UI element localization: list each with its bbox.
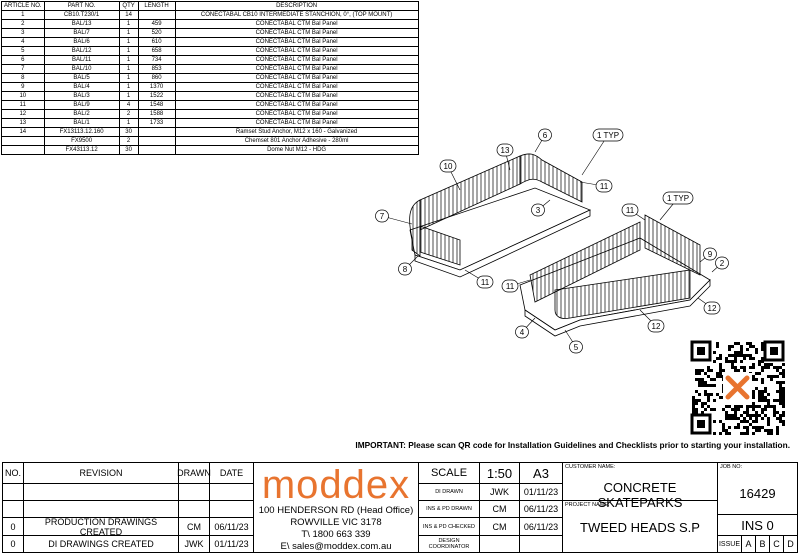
parts-table-row xyxy=(2,38,419,47)
parts-length-cell: 1588 xyxy=(138,110,175,119)
callout-label: 11 xyxy=(480,278,490,287)
parts-article-no-cell: 5 xyxy=(2,47,45,56)
parts-part-no-cell: CB10.T230/1 xyxy=(44,11,119,20)
parts-length-cell xyxy=(138,11,175,20)
parts-table-row xyxy=(2,119,419,128)
callout-label: 12 xyxy=(707,304,717,313)
col-description: DESCRIPTION xyxy=(175,2,418,11)
parts-qty-cell: 1 xyxy=(119,92,138,101)
callout-label: 13 xyxy=(500,146,510,155)
parts-table-row xyxy=(2,74,419,83)
parts-description-cell: CONECTABAL CTM Bal Panel xyxy=(175,101,418,110)
left-balustrade-assembly xyxy=(410,154,590,277)
parts-table-row xyxy=(2,20,419,29)
moddex-logo: moddex xyxy=(261,463,411,507)
parts-table-row xyxy=(2,110,419,119)
parts-table-header xyxy=(2,2,419,11)
qr-code[interactable] xyxy=(690,340,785,435)
project-label: PROJECT NAME: xyxy=(565,502,610,508)
parts-article-no-cell: 8 xyxy=(2,74,45,83)
callout-label: 8 xyxy=(402,265,408,274)
parts-length-cell: 734 xyxy=(138,56,175,65)
company-block xyxy=(253,462,419,553)
parts-length-cell: 610 xyxy=(138,38,175,47)
parts-table-row xyxy=(2,11,419,20)
rev-blank xyxy=(23,483,179,501)
parts-part-no-cell: BAL/9 xyxy=(44,101,119,110)
parts-qty-cell: 1 xyxy=(119,65,138,74)
parts-qty-cell: 30 xyxy=(119,146,138,155)
issue-a: A xyxy=(741,535,756,553)
parts-table-row xyxy=(2,47,419,56)
parts-part-no-cell: BAL/1 xyxy=(44,119,119,128)
rev-col-drawn: DRAWN xyxy=(178,462,210,484)
parts-part-no-cell: BAL/4 xyxy=(44,83,119,92)
design-coordinator-date xyxy=(519,535,563,553)
parts-table-row xyxy=(2,101,419,110)
customer-label: CUSTOMER NAME: xyxy=(565,464,616,470)
parts-qty-cell: 1 xyxy=(119,83,138,92)
issue-b: B xyxy=(755,535,770,553)
parts-article-no-cell: 9 xyxy=(2,83,45,92)
parts-description-cell: CONECTABAL CTM Bal Panel xyxy=(175,92,418,101)
parts-description-cell: CONECTABAL CTM Bal Panel xyxy=(175,74,418,83)
scale-value: 1:50 xyxy=(479,462,520,484)
parts-length-cell: 658 xyxy=(138,47,175,56)
job-label: JOB NO: xyxy=(720,464,743,470)
callout-label: 6 xyxy=(542,131,548,140)
parts-qty-cell: 2 xyxy=(119,137,138,146)
col-qty: QTY xyxy=(119,2,138,11)
parts-part-no-cell: FX9500 xyxy=(44,137,119,146)
ins-pd-drawn-by: CM xyxy=(479,500,520,518)
company-address-1: 100 HENDERSON RD (Head Office) xyxy=(258,505,414,516)
parts-table-row xyxy=(2,128,419,137)
parts-description-cell: CONECTABAL CTM Bal Panel xyxy=(175,119,418,128)
parts-length-cell: 853 xyxy=(138,65,175,74)
parts-description-cell: Chemset 801 Anchor Adhesive - 280ml xyxy=(175,137,418,146)
rev-row-1-date: 06/11/23 xyxy=(209,517,254,536)
callout-label: 12 xyxy=(651,322,661,331)
callout-label: 7 xyxy=(379,212,385,221)
parts-length-cell: 1370 xyxy=(138,83,175,92)
issue-label: ISSUE xyxy=(717,535,742,553)
parts-article-no-cell: 4 xyxy=(2,38,45,47)
parts-length-cell xyxy=(138,128,175,137)
ins-pd-drawn-date: 06/11/23 xyxy=(519,500,563,518)
parts-qty-cell: 1 xyxy=(119,29,138,38)
important-note: IMPORTANT: Please scan QR code for Installation Guidelines and Checklists prior to starting your installation. xyxy=(355,440,790,450)
company-address-2: ROWVILLE VIC 3178 xyxy=(290,517,382,528)
parts-article-no-cell xyxy=(2,137,45,146)
company-phone: T\ 1800 663 339 xyxy=(301,529,371,540)
parts-table-row xyxy=(2,146,419,155)
parts-table-row xyxy=(2,65,419,74)
rev-col-date: DATE xyxy=(209,462,254,484)
job-number: 16429 xyxy=(739,486,776,501)
callout-label: 5 xyxy=(573,343,579,352)
parts-qty-cell: 14 xyxy=(119,11,138,20)
parts-part-no-cell: BAL/6 xyxy=(44,38,119,47)
parts-description-cell: CONECTABAL CTM Bal Panel xyxy=(175,83,418,92)
parts-qty-cell: 30 xyxy=(119,128,138,137)
parts-length-cell: 860 xyxy=(138,74,175,83)
parts-part-no-cell: FX13113.12.160 xyxy=(44,128,119,137)
parts-length-cell: 459 xyxy=(138,20,175,29)
ins-pd-checked-by: CM xyxy=(479,517,520,536)
ins-pd-drawn-label: INS & PD DRAWN xyxy=(418,500,480,518)
parts-qty-cell: 1 xyxy=(119,47,138,56)
parts-table-row xyxy=(2,83,419,92)
parts-article-no-cell: 3 xyxy=(2,29,45,38)
callout-label: 3 xyxy=(535,206,541,215)
parts-length-cell: 1733 xyxy=(138,119,175,128)
parts-qty-cell: 4 xyxy=(119,101,138,110)
parts-part-no-cell: FX43113.12 xyxy=(44,146,119,155)
parts-part-no-cell: BAL/11 xyxy=(44,56,119,65)
parts-article-no-cell: 13 xyxy=(2,119,45,128)
parts-description-cell: CONECTABAL CTM Bal Panel xyxy=(175,29,418,38)
rev-row-1-revision: PRODUCTION DRAWINGS CREATED xyxy=(23,517,179,536)
callout-label: 11 xyxy=(625,206,635,215)
parts-length-cell xyxy=(138,137,175,146)
rev-row-2-no: 0 xyxy=(2,535,24,553)
parts-description-cell: Ramset Stud Anchor, M12 x 160 - Galvanized xyxy=(175,128,418,137)
parts-table-row xyxy=(2,56,419,65)
sheet-size: A3 xyxy=(519,462,563,484)
parts-article-no-cell: 2 xyxy=(2,20,45,29)
callout-label: 4 xyxy=(519,328,525,337)
parts-description-cell: CONECTABAL CTM Bal Panel xyxy=(175,47,418,56)
parts-description-cell: CONECTABAL CTM Bal Panel xyxy=(175,38,418,47)
rev-blank xyxy=(2,483,24,501)
parts-part-no-cell: BAL/10 xyxy=(44,65,119,74)
issue-d: D xyxy=(783,535,798,553)
parts-length-cell: 1522 xyxy=(138,92,175,101)
callout-label: 11 xyxy=(599,182,609,191)
balustrade-isometric-drawing xyxy=(360,120,740,365)
callout-label: 11 xyxy=(505,282,515,291)
parts-description-cell: CONECTABAL CTM Bal Panel xyxy=(175,110,418,119)
parts-qty-cell: 1 xyxy=(119,119,138,128)
rev-col-no: NO. xyxy=(2,462,24,484)
parts-description-cell: Dome Nut M12 - HDG xyxy=(175,146,418,155)
col-article-no: ARTICLE NO. xyxy=(2,2,45,11)
parts-article-no-cell: 12 xyxy=(2,110,45,119)
di-drawn-by: JWK xyxy=(479,483,520,501)
parts-description-cell: CONECTABAL CB10 INTERMEDIATE STANCHION, 0°, (TOP MOUNT) xyxy=(175,11,418,20)
parts-part-no-cell: BAL/3 xyxy=(44,92,119,101)
parts-description-cell: CONECTABAL CTM Bal Panel xyxy=(175,65,418,74)
parts-part-no-cell: BAL/12 xyxy=(44,47,119,56)
parts-article-no-cell: 7 xyxy=(2,65,45,74)
design-coordinator-label: DESIGN COORDINATOR xyxy=(418,535,480,553)
parts-length-cell xyxy=(138,146,175,155)
callout-label: 10 xyxy=(443,162,453,171)
parts-table-row xyxy=(2,137,419,146)
rev-blank xyxy=(209,500,254,518)
parts-part-no-cell: BAL/13 xyxy=(44,20,119,29)
parts-article-no-cell: 6 xyxy=(2,56,45,65)
customer-name: CONCRETE SKATEPARKS xyxy=(597,480,683,510)
ins-pd-checked-label: INS & PD CHECKED xyxy=(418,517,480,536)
parts-article-no-cell: 1 xyxy=(2,11,45,20)
col-part-no: PART NO. xyxy=(44,2,119,11)
di-drawn-label: DI DRAWN xyxy=(418,483,480,501)
company-email[interactable]: E\ sales@moddex.com.au xyxy=(280,541,392,552)
callout-label: 9 xyxy=(707,250,713,259)
parts-table-row xyxy=(2,29,419,38)
rev-blank xyxy=(209,483,254,501)
rev-row-2-date: 01/11/23 xyxy=(209,535,254,553)
issue-c: C xyxy=(769,535,784,553)
rev-col-revision: REVISION xyxy=(23,462,179,484)
parts-article-no-cell: 11 xyxy=(2,101,45,110)
callout-label: 2 xyxy=(719,259,725,268)
parts-qty-cell: 1 xyxy=(119,56,138,65)
parts-qty-cell: 1 xyxy=(119,38,138,47)
scale-label: SCALE xyxy=(418,462,480,484)
callout-label: 1 TYP xyxy=(596,131,620,140)
parts-part-no-cell: BAL/7 xyxy=(44,29,119,38)
parts-qty-cell: 1 xyxy=(119,20,138,29)
rev-row-2-revision: DI DRAWINGS CREATED xyxy=(23,535,179,553)
parts-table-row xyxy=(2,92,419,101)
parts-part-no-cell: BAL/2 xyxy=(44,110,119,119)
callout-label: 1 TYP xyxy=(666,194,690,203)
parts-table xyxy=(1,1,419,155)
rev-blank xyxy=(23,500,179,518)
parts-article-no-cell: 14 xyxy=(2,128,45,137)
rev-row-1-drawn: CM xyxy=(178,517,210,536)
parts-qty-cell: 1 xyxy=(119,74,138,83)
parts-part-no-cell: BAL/5 xyxy=(44,74,119,83)
rev-row-1-no: 0 xyxy=(2,517,24,536)
parts-description-cell: CONECTABAL CTM Bal Panel xyxy=(175,20,418,29)
rev-row-2-drawn: JWK xyxy=(178,535,210,553)
rev-blank xyxy=(178,500,210,518)
parts-article-no-cell: 10 xyxy=(2,92,45,101)
ins-pd-checked-date: 06/11/23 xyxy=(519,517,563,536)
parts-description-cell: CONECTABAL CTM Bal Panel xyxy=(175,56,418,65)
design-coordinator-by xyxy=(479,535,520,553)
rev-blank xyxy=(178,483,210,501)
di-drawn-date: 01/11/23 xyxy=(519,483,563,501)
project-name: TWEED HEADS S.P xyxy=(580,520,700,535)
parts-article-no-cell xyxy=(2,146,45,155)
parts-length-cell: 520 xyxy=(138,29,175,38)
rev-blank xyxy=(2,500,24,518)
ins-value: INS 0 xyxy=(717,514,798,536)
col-length: LENGTH xyxy=(138,2,175,11)
parts-length-cell: 1548 xyxy=(138,101,175,110)
parts-qty-cell: 2 xyxy=(119,110,138,119)
